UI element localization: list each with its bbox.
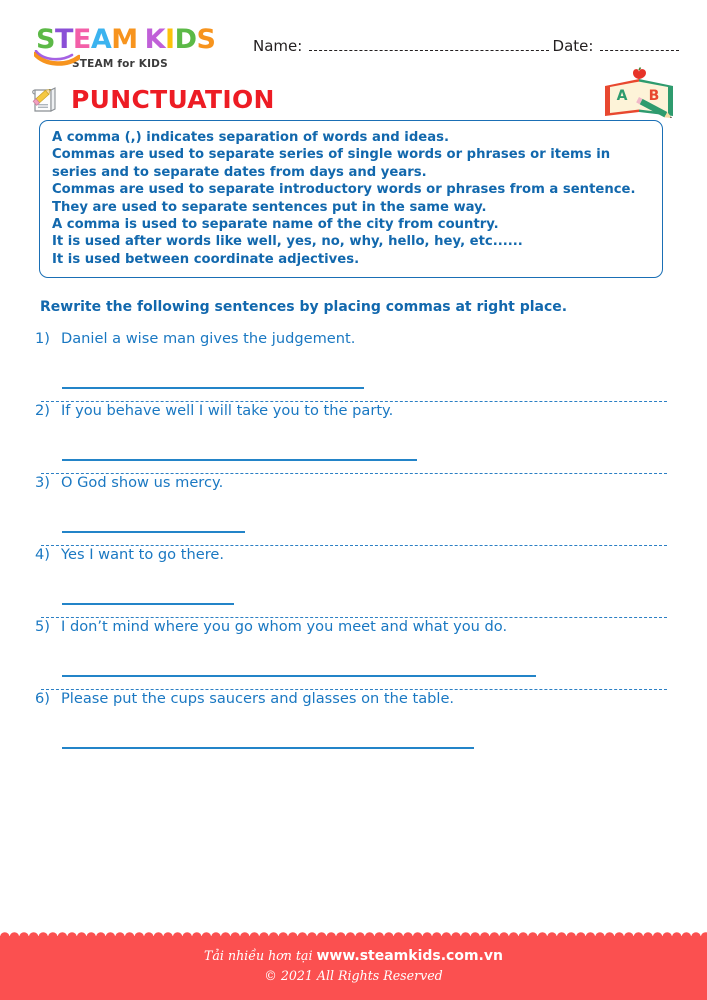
question-number: 6)	[35, 690, 50, 707]
question-text-row	[0, 546, 707, 563]
pencil-paper-icon	[28, 82, 62, 116]
comma-rule-line: It is used between coordinate adjectives.	[52, 251, 360, 267]
question-number: 1)	[35, 330, 50, 347]
instruction-text: Rewrite the following sentences by placing commas at right place.	[40, 299, 568, 315]
footer-copyright: © 2021 All Rights Reserved	[264, 968, 443, 983]
answer-area[interactable]	[0, 707, 707, 761]
answer-area[interactable]	[0, 419, 707, 473]
comma-rule-line: Commas are used to separate introductory words or phrases from a sentence.	[52, 182, 636, 198]
worksheet-title-row	[28, 78, 275, 120]
question-item	[0, 690, 707, 761]
question-text-row	[0, 402, 707, 419]
logo-swoosh-icon	[34, 50, 80, 68]
logo-letter: T	[54, 24, 73, 55]
answer-area[interactable]	[0, 563, 707, 617]
date-input-line[interactable]	[600, 49, 679, 51]
question-number: 3)	[35, 474, 50, 491]
abc-book-icon	[599, 66, 685, 120]
logo-letter: S	[196, 24, 216, 55]
question-item	[0, 330, 707, 401]
name-input-line[interactable]	[309, 49, 548, 51]
question-number: 4)	[35, 546, 50, 563]
svg-text:A: A	[616, 88, 628, 104]
footer-website-line	[0, 947, 707, 965]
question-item	[0, 546, 707, 617]
question-item	[0, 618, 707, 689]
comma-rules-box	[39, 120, 663, 278]
answer-write-line[interactable]	[62, 459, 417, 461]
comma-rule-line: It is used after words like well, yes, no, why, hello, hey, etc......	[52, 234, 523, 250]
footer-url[interactable]: www.steamkids.com.vn	[316, 948, 503, 964]
answer-area[interactable]	[0, 491, 707, 545]
question-text-row	[0, 474, 707, 491]
footer-text-block	[0, 947, 707, 985]
answer-write-line[interactable]	[62, 747, 474, 749]
name-date-row	[253, 37, 683, 61]
svg-text:B: B	[648, 88, 660, 104]
question-item	[0, 402, 707, 473]
footer-prefix: Tải nhiều hơn tại	[204, 948, 317, 963]
page-title: PUNCTUATION	[71, 84, 275, 114]
date-label: Date:	[552, 37, 594, 55]
question-sentence: If you behave well I will take you to the party.	[61, 402, 394, 419]
question-text-row	[0, 618, 707, 635]
question-item	[0, 474, 707, 545]
logo-letter: A	[90, 24, 112, 55]
logo-wordmark	[36, 26, 236, 53]
comma-rule-line: series and to separate dates from days and years.	[52, 164, 427, 180]
answer-area[interactable]	[0, 635, 707, 689]
answer-write-line[interactable]	[62, 675, 536, 677]
comma-rule-line: A comma (,) indicates separation of words and ideas.	[52, 130, 449, 145]
footer-scallop-edge	[0, 927, 707, 939]
question-sentence: Daniel a wise man gives the judgement.	[61, 330, 356, 347]
answer-write-line[interactable]	[62, 387, 364, 389]
question-sentence: I don’t mind where you go whom you meet and what you do.	[61, 618, 508, 635]
question-sentence: Please put the cups saucers and glasses on the table.	[61, 690, 455, 707]
comma-rule-line: They are used to separate sentences put in the same way.	[52, 199, 487, 215]
questions-list	[0, 330, 707, 761]
question-sentence: O God show us mercy.	[61, 474, 224, 491]
logo-letter: S	[36, 24, 55, 55]
page-footer	[0, 936, 707, 1000]
page-header	[0, 0, 707, 72]
comma-rule-line: A comma is used to separate name of the city from country.	[52, 217, 499, 233]
logo-letter: D	[174, 24, 197, 55]
question-sentence: Yes I want to go there.	[61, 546, 224, 563]
logo-letter: I	[165, 24, 175, 55]
answer-write-line[interactable]	[62, 531, 245, 533]
logo-tagline: STEAM for KIDS	[72, 58, 168, 70]
question-number: 5)	[35, 618, 50, 635]
question-text-row	[0, 330, 707, 347]
comma-rule-line: Commas are used to separate series of single words or phrases or items in	[52, 147, 611, 163]
answer-area[interactable]	[0, 347, 707, 401]
question-text-row	[0, 690, 707, 707]
logo-letter: M	[111, 24, 138, 55]
name-label: Name:	[253, 37, 303, 55]
logo-letter: K	[144, 24, 166, 55]
steam-kids-logo	[36, 26, 236, 70]
question-number: 2)	[35, 402, 50, 419]
logo-letter: E	[72, 24, 91, 55]
answer-write-line[interactable]	[62, 603, 234, 605]
